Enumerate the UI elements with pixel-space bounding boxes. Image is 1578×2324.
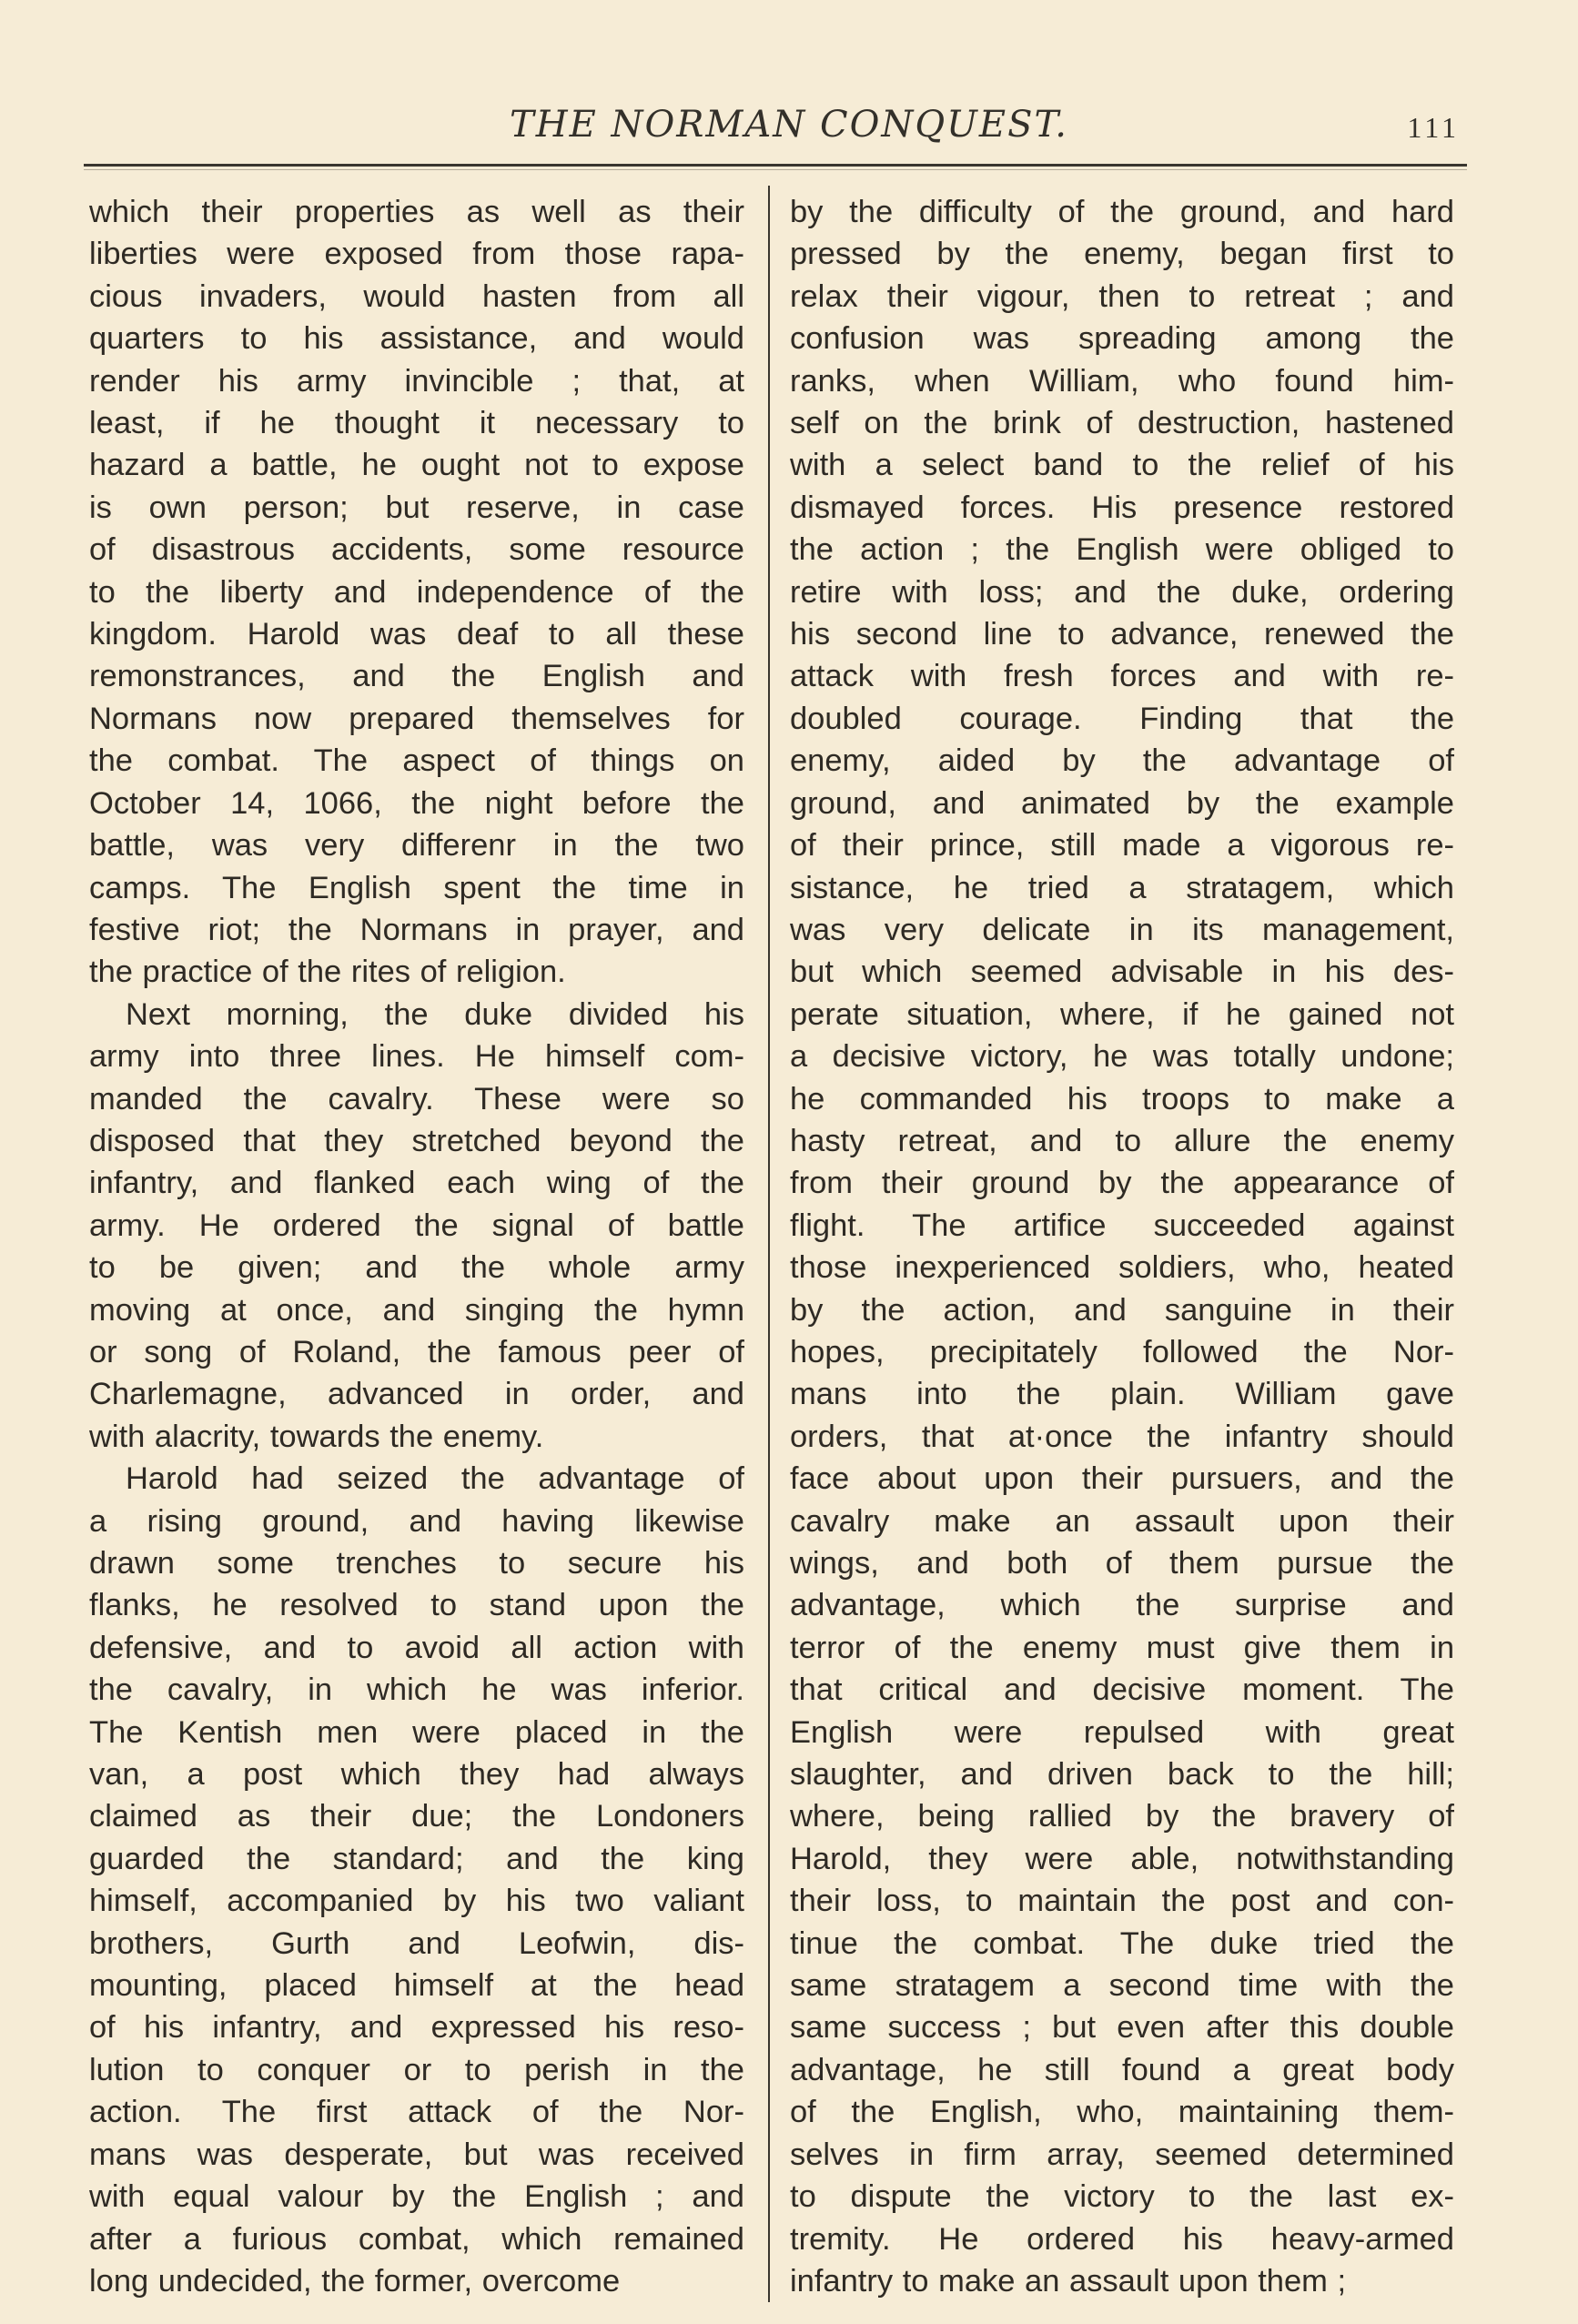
- text-line: enemy, aided by the advantage of: [790, 743, 1454, 779]
- text-line: cavalry make an assault upon their: [790, 1503, 1454, 1539]
- text-line: is own person; but reserve, in case: [89, 490, 744, 525]
- text-line: mounting, placed himself at the head: [89, 1968, 744, 2004]
- text-line: quarters to his assistance, and would: [89, 321, 744, 357]
- text-line: long undecided, the former, overcome: [89, 2263, 621, 2299]
- text-line: was very delicate in its management,: [790, 912, 1454, 947]
- text-line: from their ground by the appearance of: [790, 1166, 1454, 1201]
- text-line: festive riot; the Normans in prayer, and: [89, 912, 744, 947]
- text-line: cious invaders, would hasten from all: [89, 278, 744, 314]
- text-line: pressed by the enemy, began first to: [790, 237, 1454, 272]
- text-line: dismayed forces. His presence restored: [790, 490, 1454, 525]
- text-line: self on the brink of destruction, hastened: [790, 406, 1454, 441]
- text-line: moving at once, and singing the hymn: [89, 1292, 744, 1328]
- text-line: liberties were exposed from those rapa-: [89, 237, 744, 272]
- text-line: himself, accompanied by his two valiant: [89, 1884, 744, 1919]
- text-line: guarded the standard; and the king: [89, 1841, 744, 1876]
- text-line: hazard a battle, he ought not to expose: [89, 448, 744, 483]
- text-line: the action ; the English were obliged to: [790, 532, 1454, 568]
- text-line: hasty retreat, and to allure the enemy: [790, 1123, 1454, 1158]
- paragraph: [89, 191, 744, 994]
- text-line: van, a post which they had always: [89, 1757, 744, 1793]
- text-line: lution to conquer or to perish in the: [89, 2052, 744, 2087]
- text-line: their loss, to maintain the post and con-: [790, 1884, 1454, 1919]
- text-line: advantage, which the surprise and: [790, 1588, 1454, 1623]
- text-line: of the English, who, maintaining them-: [790, 2095, 1454, 2130]
- text-line: to the liberty and independence of the: [89, 574, 744, 610]
- text-line: sistance, he tried a stratagem, which: [790, 870, 1454, 905]
- text-line: brothers, Gurth and Leofwin, dis-: [89, 1925, 744, 1961]
- text-line: Normans now prepared themselves for: [89, 701, 744, 736]
- text-line: disposed that they stretched beyond the: [89, 1123, 744, 1158]
- text-line: camps. The English spent the time in: [89, 870, 744, 905]
- text-line: English were repulsed with great: [790, 1714, 1454, 1750]
- text-line: that critical and decisive moment. The: [790, 1672, 1454, 1708]
- text-line: to be given; and the whole army: [89, 1250, 744, 1286]
- text-line: advantage, he still found a great body: [790, 2052, 1454, 2087]
- text-line: tremity. He ordered his heavy-armed: [790, 2221, 1454, 2257]
- text-line: relax their vigour, then to retreat ; and: [790, 278, 1454, 314]
- text-line: but which seemed advisable in his des-: [790, 955, 1454, 990]
- text-line: same stratagem a second time with the: [790, 1968, 1454, 2004]
- right-column: [790, 191, 1454, 2302]
- text-line: a decisive victory, he was totally undone;: [790, 1039, 1454, 1075]
- text-line: which their properties as well as their: [89, 195, 744, 229]
- text-line: flight. The artifice succeeded against: [790, 1207, 1454, 1243]
- text-line: army. He ordered the signal of battle: [89, 1207, 744, 1243]
- text-line: flanks, he resolved to stand upon the: [89, 1588, 744, 1623]
- header-rule: [84, 164, 1467, 167]
- text-line: those inexperienced soldiers, who, heated: [790, 1250, 1454, 1286]
- text-line: kingdom. Harold was deaf to all these: [89, 617, 744, 652]
- text-line: army into three lines. He himself com-: [89, 1039, 744, 1075]
- text-line: by the action, and sanguine in their: [790, 1292, 1454, 1328]
- text-line: Charlemagne, advanced in order, and: [89, 1377, 744, 1412]
- text-line: orders, that at·once the infantry should: [790, 1419, 1454, 1454]
- text-line: the practice of the rites of religion.: [89, 955, 566, 990]
- text-line: he commanded his troops to make a: [790, 1081, 1454, 1117]
- text-line: with a select band to the relief of his: [790, 448, 1454, 483]
- text-line: ranks, when William, who found him-: [790, 363, 1454, 399]
- paragraph: [790, 191, 1454, 2302]
- text-line: manded the cavalry. These were so: [89, 1081, 744, 1117]
- text-line: the cavalry, in which he was inferior.: [89, 1672, 744, 1708]
- text-line: Next morning, the duke divided his: [126, 996, 744, 1032]
- text-line: selves in firm array, seemed determined: [790, 2137, 1454, 2172]
- text-line: confusion was spreading among the: [790, 321, 1454, 357]
- text-line: slaughter, and driven back to the hill;: [790, 1757, 1454, 1793]
- running-title: THE NORMAN CONQUEST.: [510, 104, 1068, 146]
- text-line: action. The first attack of the Nor-: [89, 2095, 744, 2130]
- text-line: mans into the plain. William gave: [790, 1377, 1454, 1412]
- text-line: doubled courage. Finding that the: [790, 701, 1454, 736]
- text-line: perate situation, where, if he gained not: [790, 996, 1454, 1032]
- text-line: infantry to make an assault upon them ;: [790, 2263, 1347, 2299]
- text-line: battle, was very differenr in the two: [89, 828, 744, 864]
- paragraph: [89, 1458, 744, 2302]
- text-line: The Kentish men were placed in the: [89, 1714, 744, 1750]
- text-line: October 14, 1066, the night before the: [89, 785, 744, 821]
- text-line: least, if he thought it necessary to: [89, 406, 744, 441]
- text-line: of his infantry, and expressed his reso-: [89, 2010, 744, 2046]
- text-line: by the difficulty of the ground, and hard: [790, 195, 1454, 229]
- text-line: Harold, they were able, notwithstanding: [790, 1841, 1454, 1876]
- text-line: face about upon their pursuers, and the: [790, 1461, 1454, 1497]
- text-line: infantry, and flanked each wing of the: [89, 1166, 744, 1201]
- text-line: the combat. The aspect of things on: [89, 743, 744, 779]
- text-line: of their prince, still made a vigorous re-: [790, 828, 1454, 864]
- text-line: same success ; but even after this double: [790, 2010, 1454, 2046]
- text-line: remonstrances, and the English and: [89, 659, 744, 694]
- text-line: attack with fresh forces and with re-: [790, 659, 1454, 694]
- text-line: with equal valour by the English ; and: [89, 2179, 744, 2215]
- text-line: after a furious combat, which remained: [89, 2221, 744, 2257]
- text-line: with alacrity, towards the enemy.: [89, 1419, 544, 1454]
- text-line: or song of Roland, the famous peer of: [89, 1334, 744, 1369]
- text-line: wings, and both of them pursue the: [790, 1546, 1454, 1581]
- text-line: claimed as their due; the Londoners: [89, 1799, 744, 1834]
- column-divider: [768, 186, 770, 2302]
- text-line: a rising ground, and having likewise: [89, 1503, 744, 1539]
- text-line: where, being rallied by the bravery of: [790, 1799, 1454, 1834]
- text-line: to dispute the victory to the last ex-: [790, 2179, 1454, 2215]
- text-line: his second line to advance, renewed the: [790, 617, 1454, 652]
- paragraph: [89, 994, 744, 1458]
- text-line: drawn some trenches to secure his: [89, 1546, 744, 1581]
- page-number: 111: [1407, 111, 1460, 144]
- text-line: of disastrous accidents, some resource: [89, 532, 744, 568]
- text-line: ground, and animated by the example: [790, 785, 1454, 821]
- text-line: tinue the combat. The duke tried the: [790, 1925, 1454, 1961]
- text-line: mans was desperate, but was received: [89, 2137, 744, 2172]
- text-line: defensive, and to avoid all action with: [89, 1630, 744, 1665]
- page-header: [84, 98, 1467, 153]
- text-line: retire with loss; and the duke, ordering: [790, 574, 1454, 610]
- text-line: render his army invincible ; that, at: [89, 363, 744, 399]
- header-rule-shadow: [84, 169, 1467, 170]
- text-line: hopes, precipitately followed the Nor-: [790, 1334, 1454, 1369]
- text-line: terror of the enemy must give them in: [790, 1630, 1454, 1665]
- text-line: Harold had seized the advantage of: [126, 1461, 744, 1497]
- left-column: [89, 191, 744, 2302]
